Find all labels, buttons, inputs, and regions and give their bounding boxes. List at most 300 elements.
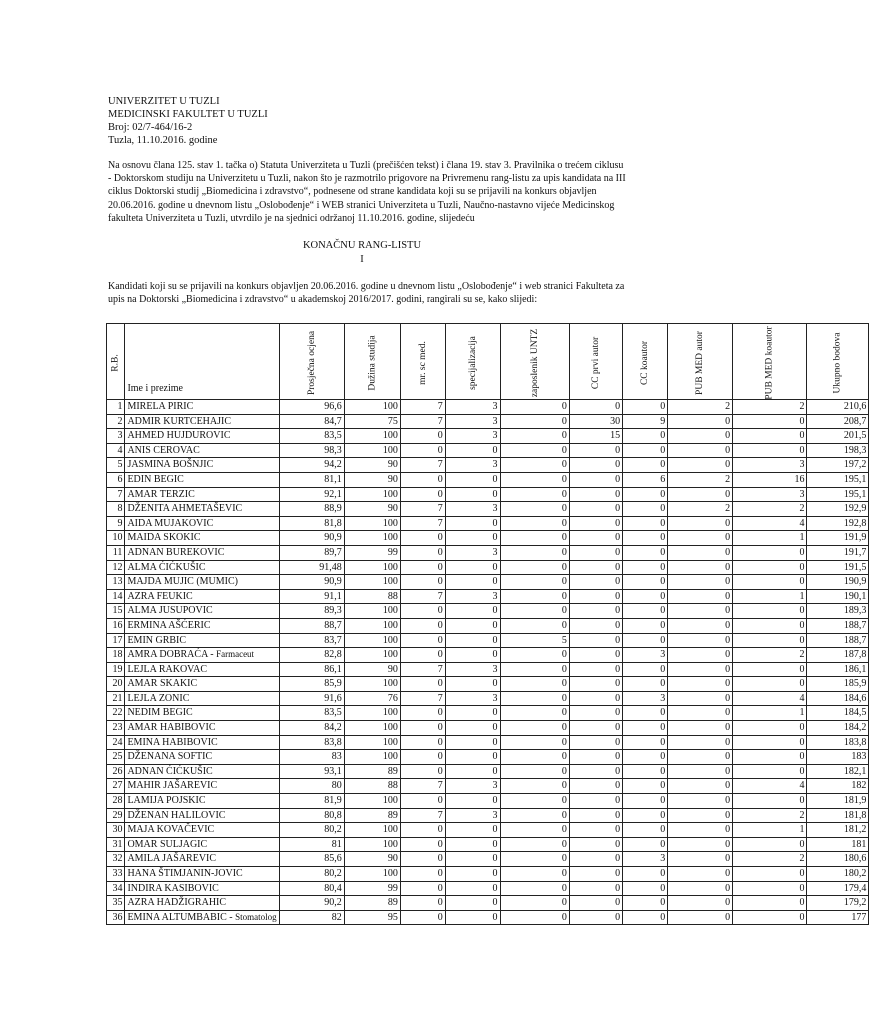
cell-study-length: 100 (344, 633, 400, 648)
cell-cc-coauthor: 0 (623, 794, 668, 809)
cell-specialization: 0 (445, 604, 500, 619)
cell-specialization: 3 (445, 458, 500, 473)
table-row (107, 633, 869, 648)
cell-pubmed-coauthor: 0 (733, 429, 807, 444)
cell-name (125, 443, 279, 458)
cell-specialization: 0 (445, 823, 500, 838)
candidate-name: AMAR TERZIC (127, 488, 195, 500)
cell-untz-employee: 0 (500, 896, 569, 911)
cell-pubmed-author: 0 (668, 735, 733, 750)
cell-study-length: 100 (344, 487, 400, 502)
cell-rank: 34 (107, 881, 125, 896)
cell-pubmed-coauthor: 0 (733, 633, 807, 648)
table-row (107, 589, 869, 604)
cell-mr-sc-med: 0 (400, 677, 445, 692)
cell-cc-first-author: 0 (569, 750, 622, 765)
cell-rank: 31 (107, 837, 125, 852)
cell-name (125, 545, 279, 560)
table-row (107, 735, 869, 750)
cell-cc-first-author: 0 (569, 764, 622, 779)
candidate-name: MAHIR JAŠAREVIC (127, 780, 218, 792)
cell-study-length: 90 (344, 662, 400, 677)
cell-untz-employee: 0 (500, 721, 569, 736)
table-row (107, 706, 869, 721)
cell-name (125, 677, 279, 692)
cell-average-grade: 85,6 (279, 852, 344, 867)
cell-pubmed-coauthor: 4 (733, 691, 807, 706)
cell-name (125, 429, 279, 444)
cell-pubmed-author: 0 (668, 487, 733, 502)
cell-pubmed-author: 0 (668, 545, 733, 560)
cell-cc-coauthor: 0 (623, 487, 668, 502)
cell-mr-sc-med: 0 (400, 545, 445, 560)
header-mr-sc-med: mr. sc med. (400, 324, 445, 400)
cell-total-points: 208,7 (807, 414, 869, 429)
cell-rank: 27 (107, 779, 125, 794)
cell-cc-first-author: 0 (569, 560, 622, 575)
cell-pubmed-coauthor: 0 (733, 414, 807, 429)
candidate-name: LEJLA ZONIC (127, 692, 190, 704)
cell-mr-sc-med: 0 (400, 852, 445, 867)
cell-name (125, 852, 279, 867)
cell-average-grade: 81,1 (279, 472, 344, 487)
cell-rank: 3 (107, 429, 125, 444)
cell-study-length: 100 (344, 516, 400, 531)
header-cc-coauthor: CC koautor (623, 324, 668, 400)
table-row (107, 691, 869, 706)
cell-cc-coauthor: 0 (623, 662, 668, 677)
cell-average-grade: 94,2 (279, 458, 344, 473)
cell-mr-sc-med: 0 (400, 896, 445, 911)
cell-specialization: 0 (445, 706, 500, 721)
candidate-profession: Stomatolog (235, 911, 277, 922)
cell-cc-first-author: 0 (569, 633, 622, 648)
cell-specialization: 0 (445, 531, 500, 546)
cell-untz-employee: 0 (500, 764, 569, 779)
cell-untz-employee: 0 (500, 779, 569, 794)
cell-pubmed-author: 0 (668, 589, 733, 604)
candidate-name: ALMA JUSUPOVIC (127, 605, 213, 617)
cell-average-grade: 89,7 (279, 545, 344, 560)
cell-pubmed-coauthor: 1 (733, 823, 807, 838)
cell-mr-sc-med: 0 (400, 560, 445, 575)
candidate-name: MIRELA PIRIC (127, 401, 194, 412)
candidate-name: AMAR SKAKIC (127, 678, 198, 690)
cell-rank: 32 (107, 852, 125, 867)
cell-mr-sc-med: 7 (400, 414, 445, 429)
cell-pubmed-author: 0 (668, 721, 733, 736)
cell-pubmed-coauthor: 3 (733, 458, 807, 473)
cell-cc-first-author: 0 (569, 443, 622, 458)
cell-specialization: 0 (445, 677, 500, 692)
cell-cc-coauthor: 0 (623, 750, 668, 765)
candidate-name: ERMINA AŠĆERIC (127, 619, 211, 631)
table-row (107, 794, 869, 809)
cell-pubmed-author: 0 (668, 662, 733, 677)
cell-pubmed-coauthor: 0 (733, 910, 807, 925)
cell-specialization: 0 (445, 516, 500, 531)
cell-name (125, 764, 279, 779)
cell-name (125, 560, 279, 575)
cell-pubmed-author: 0 (668, 706, 733, 721)
cell-cc-coauthor: 0 (623, 706, 668, 721)
table-row (107, 531, 869, 546)
cell-pubmed-author: 0 (668, 779, 733, 794)
cell-specialization: 0 (445, 910, 500, 925)
cell-study-length: 99 (344, 545, 400, 560)
cell-specialization: 0 (445, 575, 500, 590)
candidate-name: AZRA HADŽIGRAHIC (127, 897, 227, 909)
cell-mr-sc-med: 7 (400, 400, 445, 415)
cell-average-grade: 89,3 (279, 604, 344, 619)
candidate-name: LEJLA RAKOVAC (127, 663, 207, 675)
cell-total-points: 191,9 (807, 531, 869, 546)
header-pubmed-author: PUB MED autor (668, 324, 733, 400)
cell-cc-coauthor: 3 (623, 691, 668, 706)
cell-name (125, 618, 279, 633)
cell-pubmed-author: 0 (668, 648, 733, 663)
cell-name (125, 502, 279, 517)
cell-total-points: 188,7 (807, 618, 869, 633)
cell-pubmed-coauthor: 0 (733, 764, 807, 779)
cell-average-grade: 83 (279, 750, 344, 765)
cell-name (125, 794, 279, 809)
cell-pubmed-coauthor: 0 (733, 750, 807, 765)
cell-rank: 25 (107, 750, 125, 765)
cell-cc-coauthor: 0 (623, 881, 668, 896)
cell-pubmed-author: 0 (668, 896, 733, 911)
cell-average-grade: 81 (279, 837, 344, 852)
table-row (107, 472, 869, 487)
table-row (107, 400, 869, 415)
cell-total-points: 187,8 (807, 648, 869, 663)
cell-total-points: 184,6 (807, 691, 869, 706)
cell-average-grade: 85,9 (279, 677, 344, 692)
cell-pubmed-author: 0 (668, 677, 733, 692)
candidate-name: EDIN BEGIC (127, 473, 184, 485)
cell-name (125, 458, 279, 473)
cell-average-grade: 81,9 (279, 794, 344, 809)
cell-specialization: 0 (445, 487, 500, 502)
table-row (107, 823, 869, 838)
candidate-name: AIDA MUJAKOVIC (127, 517, 214, 529)
cell-cc-coauthor: 3 (623, 852, 668, 867)
cell-cc-first-author: 15 (569, 429, 622, 444)
table-row (107, 618, 869, 633)
cell-rank: 17 (107, 633, 125, 648)
cell-specialization: 0 (445, 896, 500, 911)
cell-pubmed-coauthor: 0 (733, 604, 807, 619)
cell-pubmed-coauthor: 0 (733, 896, 807, 911)
cell-study-length: 100 (344, 531, 400, 546)
cell-study-length: 89 (344, 896, 400, 911)
cell-average-grade: 80,2 (279, 823, 344, 838)
cell-specialization: 3 (445, 400, 500, 415)
cell-untz-employee: 0 (500, 429, 569, 444)
candidate-name: EMINA HABIBOVIC (127, 736, 218, 748)
cell-total-points: 210,6 (807, 400, 869, 415)
candidate-name: INDIRA KASIBOVIC (127, 882, 219, 894)
cell-pubmed-coauthor: 0 (733, 677, 807, 692)
cell-pubmed-coauthor: 0 (733, 794, 807, 809)
header-rb: R.B. (107, 324, 125, 400)
table-row (107, 867, 869, 882)
table-row (107, 721, 869, 736)
cell-study-length: 90 (344, 458, 400, 473)
table-row (107, 414, 869, 429)
cell-specialization: 0 (445, 837, 500, 852)
table-row (107, 443, 869, 458)
cell-untz-employee: 0 (500, 910, 569, 925)
cell-total-points: 201,5 (807, 429, 869, 444)
cell-total-points: 181,2 (807, 823, 869, 838)
cell-average-grade: 80,2 (279, 867, 344, 882)
candidate-name: DŽENITA AHMETAŠEVIC (127, 503, 243, 515)
candidate-name: LAMIJA POJSKIC (127, 795, 206, 807)
cell-pubmed-coauthor: 0 (733, 837, 807, 852)
cell-specialization: 0 (445, 648, 500, 663)
cell-total-points: 195,1 (807, 487, 869, 502)
cell-cc-first-author: 0 (569, 487, 622, 502)
cell-untz-employee: 0 (500, 545, 569, 560)
cell-average-grade: 83,5 (279, 429, 344, 444)
cell-average-grade: 88,7 (279, 618, 344, 633)
candidate-name: AZRA FEUKIC (127, 590, 193, 602)
cell-rank: 19 (107, 662, 125, 677)
cell-rank: 11 (107, 545, 125, 560)
cell-cc-first-author: 30 (569, 414, 622, 429)
cell-study-length: 100 (344, 823, 400, 838)
cell-pubmed-author: 0 (668, 794, 733, 809)
cell-cc-first-author: 0 (569, 852, 622, 867)
cell-rank: 24 (107, 735, 125, 750)
cell-cc-coauthor: 0 (623, 721, 668, 736)
cell-average-grade: 86,1 (279, 662, 344, 677)
table-row (107, 604, 869, 619)
cell-mr-sc-med: 7 (400, 662, 445, 677)
cell-specialization: 3 (445, 414, 500, 429)
cell-specialization: 0 (445, 560, 500, 575)
cell-mr-sc-med: 0 (400, 706, 445, 721)
cell-untz-employee: 0 (500, 648, 569, 663)
cell-cc-first-author: 0 (569, 531, 622, 546)
document-header (108, 95, 268, 147)
cell-mr-sc-med: 0 (400, 429, 445, 444)
cell-total-points: 191,5 (807, 560, 869, 575)
cell-name (125, 706, 279, 721)
cell-cc-first-author: 0 (569, 589, 622, 604)
cell-total-points: 192,9 (807, 502, 869, 517)
cell-average-grade: 82,8 (279, 648, 344, 663)
cell-pubmed-author: 0 (668, 516, 733, 531)
cell-average-grade: 82 (279, 910, 344, 925)
candidate-name: NEDIM BEGIC (127, 707, 193, 719)
cell-study-length: 88 (344, 589, 400, 604)
candidate-name: AHMED HUJDUROVIC (127, 430, 231, 442)
cell-average-grade: 83,8 (279, 735, 344, 750)
cell-rank: 18 (107, 648, 125, 663)
cell-pubmed-coauthor: 2 (733, 648, 807, 663)
cell-mr-sc-med: 0 (400, 794, 445, 809)
table-row (107, 560, 869, 575)
cell-cc-first-author: 0 (569, 458, 622, 473)
cell-specialization: 3 (445, 429, 500, 444)
cell-average-grade: 98,3 (279, 443, 344, 458)
cell-name (125, 691, 279, 706)
table-row (107, 545, 869, 560)
cell-average-grade: 81,8 (279, 516, 344, 531)
cell-total-points: 188,7 (807, 633, 869, 648)
cell-mr-sc-med: 7 (400, 502, 445, 517)
cell-study-length: 100 (344, 560, 400, 575)
cell-total-points: 186,1 (807, 662, 869, 677)
cell-pubmed-author: 0 (668, 633, 733, 648)
cell-cc-coauthor: 0 (623, 779, 668, 794)
cell-cc-first-author: 0 (569, 604, 622, 619)
cell-pubmed-author: 0 (668, 852, 733, 867)
cell-cc-first-author: 0 (569, 575, 622, 590)
cell-total-points: 182 (807, 779, 869, 794)
cell-cc-coauthor: 0 (623, 618, 668, 633)
cell-study-length: 89 (344, 764, 400, 779)
cell-name (125, 400, 279, 415)
cell-cc-first-author: 0 (569, 837, 622, 852)
cell-average-grade: 80,4 (279, 881, 344, 896)
cell-untz-employee: 0 (500, 794, 569, 809)
candidate-name: EMIN GRBIC (127, 634, 187, 646)
cell-mr-sc-med: 0 (400, 881, 445, 896)
candidate-name: MAJDA MUJIC (MUMIC) (127, 576, 239, 588)
cell-pubmed-author: 0 (668, 429, 733, 444)
header-untz-employee: zaposlenik UNTZ (500, 324, 569, 400)
candidate-name: DŽENAN HALILOVIC (127, 809, 226, 821)
cell-cc-first-author: 0 (569, 400, 622, 415)
cell-average-grade: 91,48 (279, 560, 344, 575)
cell-cc-coauthor: 0 (623, 458, 668, 473)
cell-pubmed-coauthor: 1 (733, 531, 807, 546)
cell-average-grade: 80,8 (279, 808, 344, 823)
cell-specialization: 0 (445, 852, 500, 867)
cell-pubmed-coauthor: 0 (733, 443, 807, 458)
cell-pubmed-coauthor: 0 (733, 881, 807, 896)
cell-pubmed-author: 2 (668, 400, 733, 415)
table-row (107, 837, 869, 852)
cell-rank: 8 (107, 502, 125, 517)
cell-name (125, 472, 279, 487)
cell-total-points: 185,9 (807, 677, 869, 692)
cell-pubmed-author: 2 (668, 472, 733, 487)
cell-total-points: 191,7 (807, 545, 869, 560)
candidate-name: HANA ŠTIMJANIN-JOVIC (127, 868, 243, 879)
table-row (107, 458, 869, 473)
cell-name (125, 648, 279, 663)
cell-cc-coauthor: 0 (623, 764, 668, 779)
cell-specialization: 0 (445, 735, 500, 750)
cell-average-grade: 91,6 (279, 691, 344, 706)
cell-cc-first-author: 0 (569, 677, 622, 692)
cell-total-points: 190,1 (807, 589, 869, 604)
cell-untz-employee: 0 (500, 808, 569, 823)
header-study-length: Dužina studija (344, 324, 400, 400)
cell-specialization: 0 (445, 618, 500, 633)
cell-study-length: 100 (344, 400, 400, 415)
cell-cc-first-author: 0 (569, 691, 622, 706)
candidate-name: ADNAN BUREKOVIC (127, 546, 225, 558)
cell-untz-employee: 0 (500, 516, 569, 531)
cell-average-grade: 84,7 (279, 414, 344, 429)
cell-name (125, 808, 279, 823)
cell-study-length: 89 (344, 808, 400, 823)
cell-untz-employee: 0 (500, 502, 569, 517)
cell-total-points: 182,1 (807, 764, 869, 779)
cell-pubmed-author: 0 (668, 604, 733, 619)
cell-rank: 14 (107, 589, 125, 604)
cell-rank: 5 (107, 458, 125, 473)
cell-untz-employee: 0 (500, 881, 569, 896)
cell-cc-coauthor: 0 (623, 867, 668, 882)
cell-pubmed-coauthor: 1 (733, 589, 807, 604)
cell-cc-coauthor: 0 (623, 545, 668, 560)
cell-pubmed-coauthor: 2 (733, 502, 807, 517)
cell-name (125, 867, 279, 882)
cell-total-points: 181 (807, 837, 869, 852)
cell-pubmed-coauthor: 0 (733, 575, 807, 590)
cell-pubmed-author: 0 (668, 531, 733, 546)
cell-mr-sc-med: 7 (400, 589, 445, 604)
candidate-name: MAJA KOVAČEVIC (127, 824, 215, 836)
cell-untz-employee: 0 (500, 662, 569, 677)
cell-cc-first-author: 0 (569, 706, 622, 721)
cell-name (125, 881, 279, 896)
cell-untz-employee: 0 (500, 691, 569, 706)
cell-specialization: 3 (445, 691, 500, 706)
cell-study-length: 100 (344, 429, 400, 444)
cell-mr-sc-med: 0 (400, 750, 445, 765)
cell-untz-employee: 0 (500, 589, 569, 604)
cell-cc-first-author: 0 (569, 881, 622, 896)
candidate-name: ADMIR KURTCEHAJIC (127, 415, 232, 427)
cell-pubmed-author: 0 (668, 575, 733, 590)
cell-cc-first-author: 0 (569, 502, 622, 517)
cell-mr-sc-med: 0 (400, 618, 445, 633)
cell-cc-first-author: 0 (569, 794, 622, 809)
cell-pubmed-coauthor: 4 (733, 516, 807, 531)
table-row (107, 896, 869, 911)
cell-rank: 16 (107, 618, 125, 633)
cell-total-points: 197,2 (807, 458, 869, 473)
cell-cc-coauthor: 0 (623, 560, 668, 575)
cell-total-points: 190,9 (807, 575, 869, 590)
cell-pubmed-author: 0 (668, 750, 733, 765)
cell-rank: 12 (107, 560, 125, 575)
cell-cc-first-author: 0 (569, 867, 622, 882)
cell-study-length: 100 (344, 794, 400, 809)
table-row (107, 502, 869, 517)
cell-total-points: 180,2 (807, 867, 869, 882)
cell-total-points: 184,5 (807, 706, 869, 721)
candidate-name: OMAR SULJAGIC (127, 838, 208, 850)
header-cc-first-author: CC prvi autor (569, 324, 622, 400)
cell-total-points: 184,2 (807, 721, 869, 736)
cell-name (125, 487, 279, 502)
cell-specialization: 0 (445, 764, 500, 779)
cell-rank: 23 (107, 721, 125, 736)
cell-untz-employee: 0 (500, 400, 569, 415)
cell-average-grade: 92,1 (279, 487, 344, 502)
cell-specialization: 0 (445, 721, 500, 736)
lead-paragraph: Kandidati koji su se prijavili na konkurs objavljen 20.06.2016. godine u dnevnom listu „Oslobođenje“ i web stranici Fakulteta za upis na Doktorski „Biomedicina i zdravstvo“ u akademskoj 2016/2017. godini, rangirali su se, kako slijedi: (108, 281, 625, 306)
cell-untz-employee: 0 (500, 837, 569, 852)
